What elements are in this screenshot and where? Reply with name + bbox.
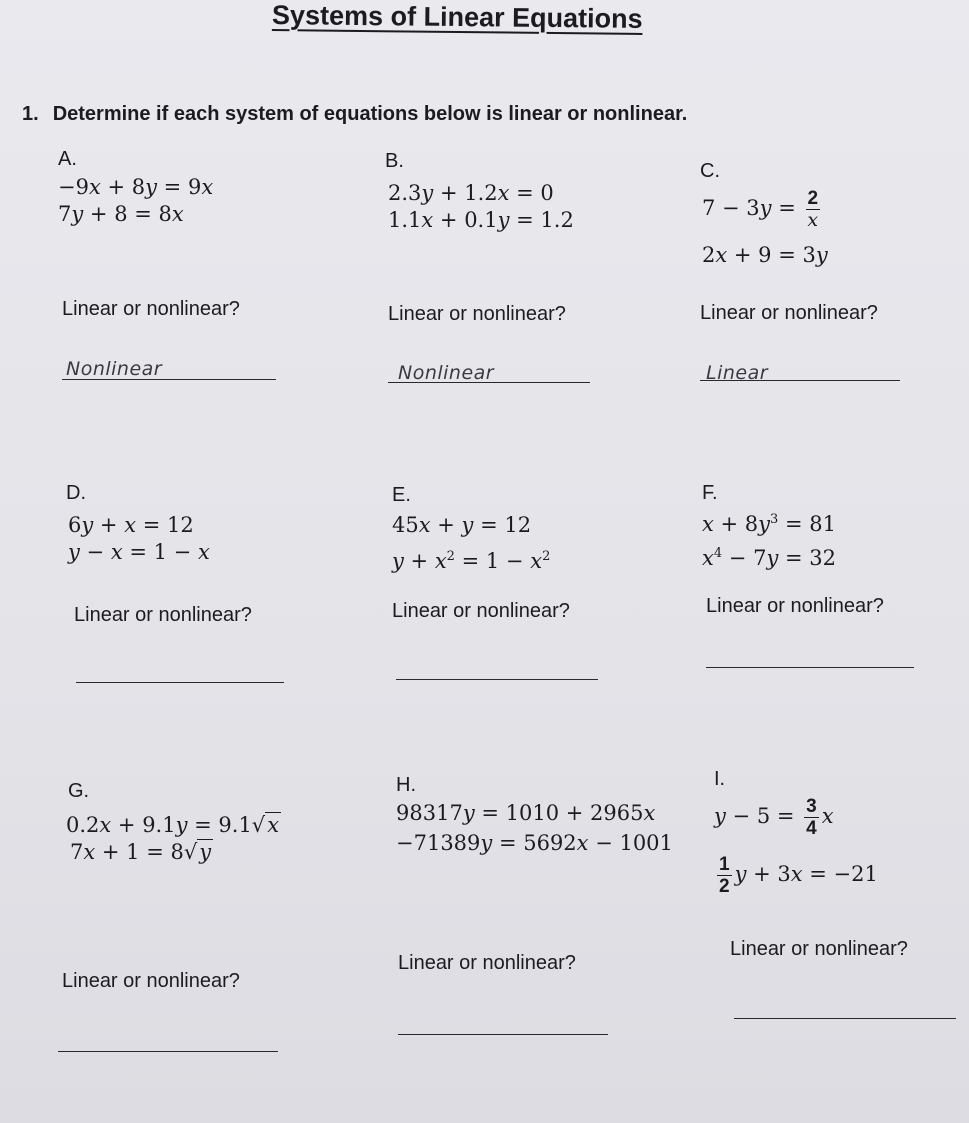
problem-b-eq1: 2.3y + 1.2x = 0 [388, 181, 554, 205]
problem-f-eq1: $x + 8y^3 = 81$ [702, 512, 836, 536]
question-number: 1. [22, 103, 39, 125]
problem-d-label: D. [66, 482, 86, 504]
problem-h-eq2: −71389y = 5692x − 1001 [396, 831, 673, 855]
fraction-1-over-2: $\frac{1}{2}$ [719, 854, 730, 897]
problem-d-eq1: 6y + x = 12 [68, 513, 194, 537]
problem-h-prompt: Linear or nonlinear? [398, 952, 576, 974]
problem-e-eq1: 45x + y = 12 [392, 513, 532, 537]
problem-b-label: B. [385, 150, 404, 172]
problem-a-equations [58, 174, 213, 228]
problem-f-prompt: Linear or nonlinear? [706, 595, 884, 617]
problem-g-eq1: 0.2x + 9.1y = 9.1√x [66, 813, 280, 837]
fraction-2-over-x: $\frac{2}{x}$ [807, 188, 819, 231]
problem-d-answer-line[interactable] [76, 682, 284, 683]
problem-b-equations [388, 180, 574, 234]
problem-c-label: C. [700, 160, 720, 182]
fraction-3-over-4: $\frac{3}{4}$ [806, 796, 817, 839]
problem-a-eq1: −9x + 8y = 9x [58, 175, 214, 199]
problem-e-answer-line[interactable] [396, 679, 598, 680]
problem-i-eq1: y − 5 = $\frac{3}{4}$ x [714, 796, 834, 839]
problem-i-answer-line[interactable] [734, 1018, 956, 1019]
problem-a-answer[interactable]: Nonlinear [66, 358, 163, 380]
problem-b-answer[interactable]: Nonlinear [398, 362, 495, 384]
problem-a-eq2: 7y + 8 = 8x [58, 202, 184, 226]
problem-h-equations [396, 800, 673, 857]
problem-g-eq2: 7x + 1 = 8√y [70, 840, 212, 864]
problem-e-eq2: $y + x^2 = 1 - x^2$ [392, 549, 551, 573]
problem-g-label: G. [68, 780, 90, 802]
problem-i-eq2: $\frac{1}{2}$ y + 3x = −21 [719, 854, 878, 897]
problem-g-prompt: Linear or nonlinear? [62, 970, 240, 992]
problem-b-prompt: Linear or nonlinear? [388, 303, 566, 325]
problem-d-equations [68, 512, 210, 566]
problem-f-label: F. [702, 482, 718, 504]
problem-c-answer-line [700, 380, 900, 381]
problem-e-label: E. [392, 484, 411, 506]
problem-e-prompt: Linear or nonlinear? [392, 600, 570, 622]
problem-f-equations [702, 506, 836, 572]
problem-b-eq2: 1.1x + 0.1y = 1.2 [388, 208, 574, 232]
problem-f-answer-line[interactable] [706, 667, 914, 668]
problem-d-eq2: y − x = 1 − x [68, 540, 210, 564]
problem-h-eq1: 98317y = 1010 + 2965x [396, 801, 656, 825]
problem-c-eq2: 2x + 9 = 3y [702, 243, 828, 267]
problem-g-equations [66, 812, 281, 866]
problem-c-prompt: Linear or nonlinear? [700, 302, 878, 324]
problem-e-equations [392, 512, 550, 575]
problem-a-label: A. [58, 148, 77, 170]
question-text: Determine if each system of equations below is linear or nonlinear. [52, 103, 688, 125]
problem-i-prompt: Linear or nonlinear? [730, 938, 908, 960]
problem-g-answer-line[interactable] [58, 1051, 278, 1052]
problem-b-answer-line [388, 382, 590, 383]
problem-a-answer-line [62, 379, 276, 380]
problem-a-prompt: Linear or nonlinear? [62, 298, 240, 320]
problem-i-label: I. [714, 768, 726, 790]
problem-c-eq1: 7 − 3y = $\frac{2}{x}$ [702, 188, 819, 231]
problem-f-eq2: $x^4 - 7y = 32$ [702, 546, 836, 570]
question-1 [22, 103, 687, 126]
problem-h-answer-line[interactable] [398, 1034, 608, 1035]
page-title: Systems of Linear Equations [271, 0, 643, 34]
problem-d-prompt: Linear or nonlinear? [74, 604, 252, 626]
problem-h-label: H. [396, 774, 416, 796]
problem-c-answer[interactable]: Linear [706, 362, 769, 384]
